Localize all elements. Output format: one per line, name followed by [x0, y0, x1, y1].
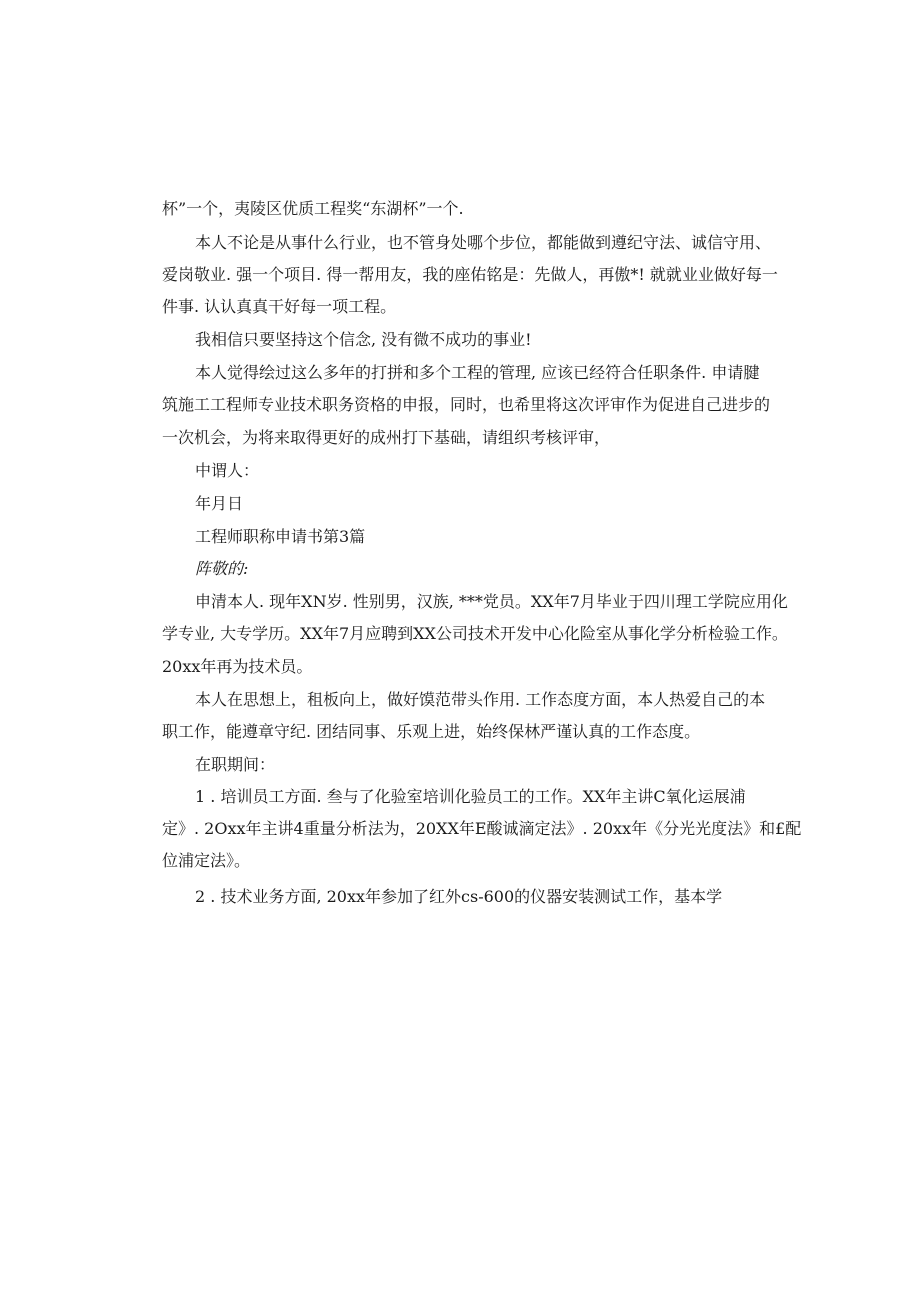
list-item-1-cont-2: 位浦定法》。: [162, 851, 251, 870]
paragraph-line-14: 在职期间：: [195, 755, 276, 774]
paragraph-line-4: 件事. 认认真真干好每一项工程。: [162, 297, 397, 316]
paragraph-line-8: 一次机会，为将来取得更好的成州打下基础，请组织考核评审，: [162, 428, 611, 447]
list-item-2: 2 . 技术业务方面, 20xx年参加了红外cs-600的仪器安装测试工作，基本学: [195, 887, 723, 906]
list-item-1-cont: 定》. 2Oxx年主讲4重量分析法为，20XX年E酸诚滴定法》. 20xx年《分光光度法》和£配: [162, 819, 802, 838]
paragraph-line-9: 申清本人. 现年XN岁. 性别男，汉族, ***党员。XX年7月毕业于四川理工学院应用化: [195, 592, 788, 611]
paragraph-line-10: 学专业, 大专学历。XX年7月应聘到XX公司技术开发中心化险室从事化学分析检验工作。: [162, 624, 788, 643]
paragraph-line-13: 职工作，能遵章守纪. 团结同事、乐观上进，始终保林严谨认真的工作态度。: [162, 722, 701, 741]
paragraph-line-1: 杯”一个，夷陵区优质工程奖“东湖杯”一个.: [162, 199, 464, 218]
date-line: 年月日: [195, 494, 244, 513]
paragraph-line-7: 筑施工工程师专业技术职务资格的申报，同时，也希里将这次评审作为促进自己进步的: [162, 395, 771, 414]
paragraph-line-3: 爱岗敬业. 强一个项目. 得一帮用友，我的座佑铭是：先做人，再傲*! 就就业业做好每一: [162, 265, 778, 284]
applicant-line: 中谓人：: [195, 461, 260, 480]
paragraph-line-2: 本人不论是从事什么行业，也不管身处哪个步位，都能做到遵纪守法、诚信守用、: [195, 233, 772, 252]
list-item-1: 1 . 培训员工方面. 叁与了化验室培训化验员工的工作。XX年主讲C氧化运展浦: [195, 787, 746, 806]
paragraph-line-11: 20xx年再为技术员。: [162, 657, 313, 676]
paragraph-line-12: 本人在思想上，租板向上，做好馍范带头作用. 工作态度方面，本人热爱自己的本: [195, 690, 766, 709]
section-title: 工程师职称申请书第3篇: [195, 527, 366, 546]
salutation: 阵敬的:: [195, 559, 249, 578]
paragraph-line-5: 我相信只要坚持这个信念, 没有微不成功的事业!: [195, 330, 532, 349]
paragraph-line-6: 本人觉得绘过这么多年的打拼和多个工程的管理, 应该已经符合任职条件. 申请腱: [195, 363, 760, 382]
